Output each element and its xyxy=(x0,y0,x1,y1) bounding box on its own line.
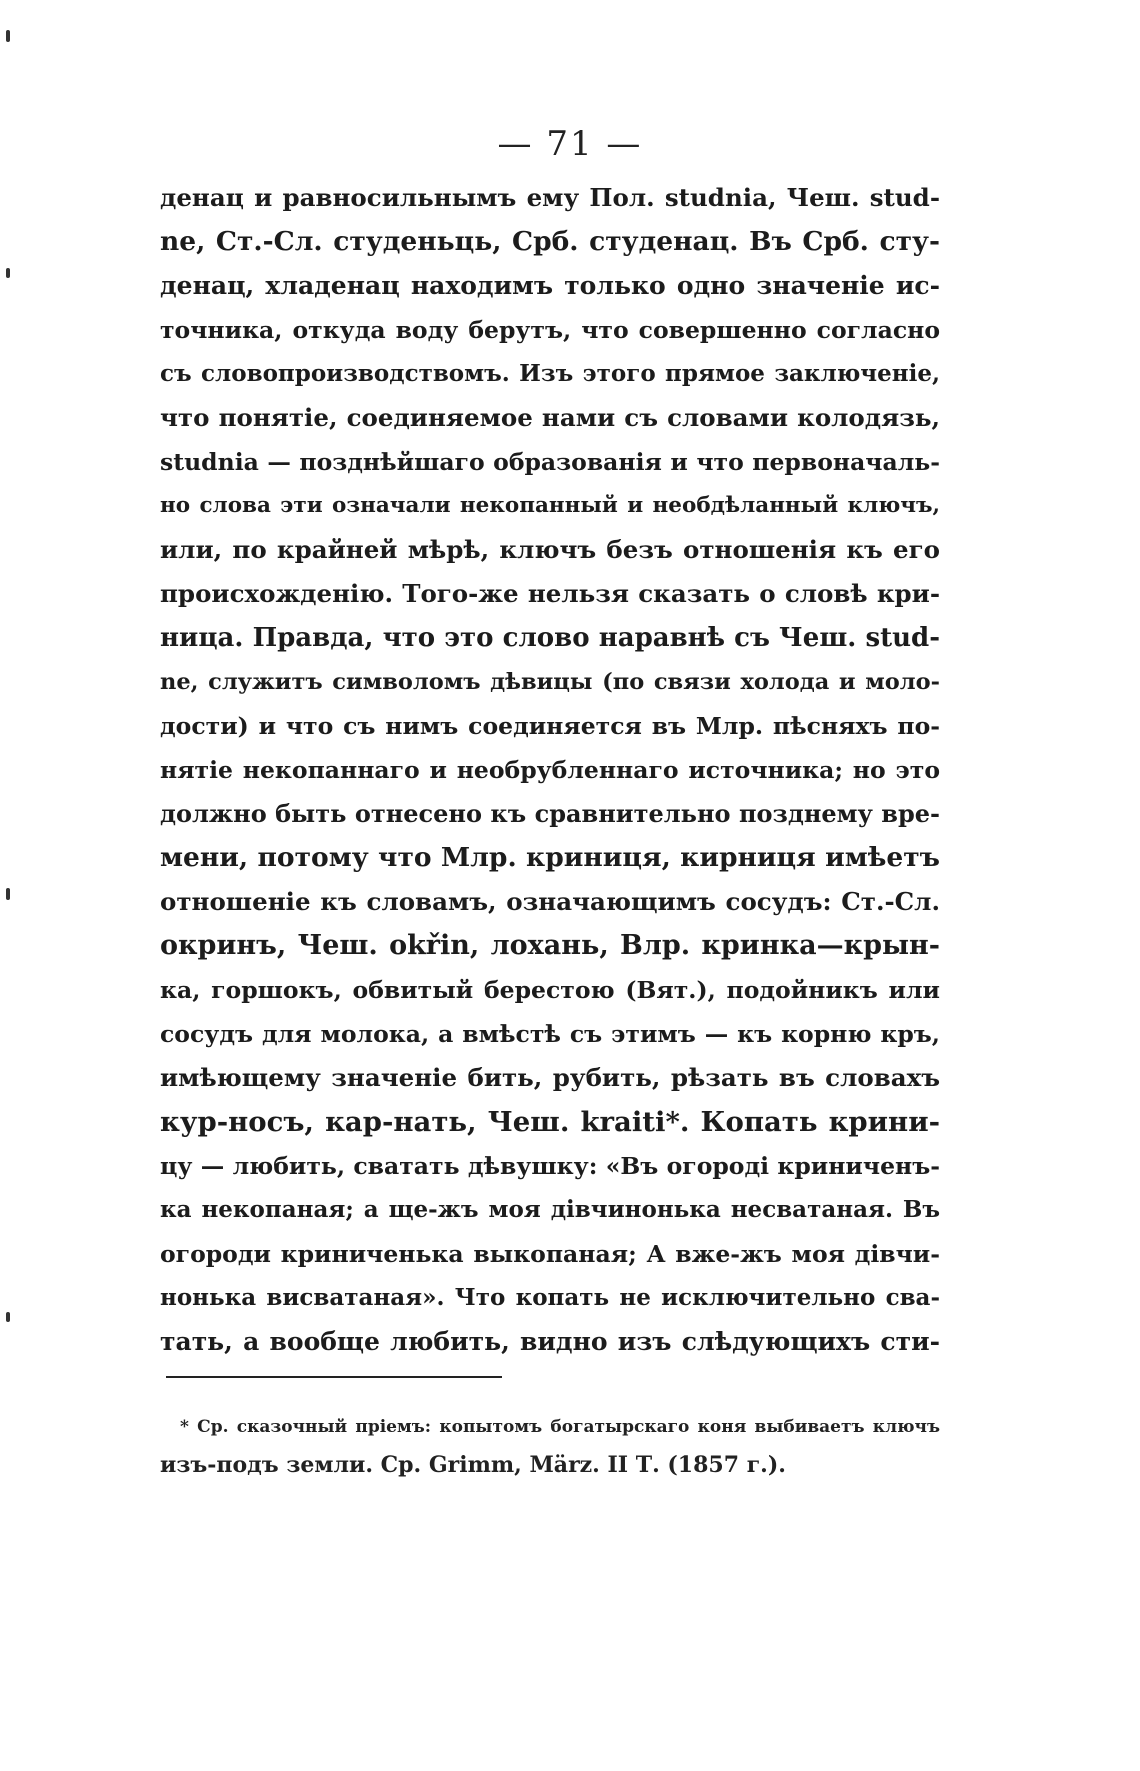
text-line: studnia — позднѣйшаго образованія и что первоначаль- xyxy=(160,448,940,476)
text-line: тать, а вообще любить, видно изъ слѣдующихъ сти- xyxy=(160,1327,940,1356)
text-line: имѣющему значеніе бить, рубить, рѣзать въ словахъ xyxy=(160,1063,940,1092)
text-line: или, по крайней мѣрѣ, ключъ безъ отношенія къ его xyxy=(160,535,940,564)
text-line: точника, откуда воду берутъ, что совершенно согласно xyxy=(160,316,940,344)
text-line: денац и равносильнымъ ему Пол. studnia, Чеш. stud- xyxy=(160,183,940,212)
text-line: цу — любить, сватать дѣвушку: «Въ огороді криниченъ- xyxy=(160,1152,940,1180)
text-line: ка некопаная; а ще-жъ моя дівчинонька несватаная. Въ xyxy=(160,1196,940,1223)
text-line: сосудъ для молока, а вмѣстѣ съ этимъ — къ корню кръ, xyxy=(160,1020,940,1048)
page-number: — 71 — xyxy=(497,124,643,164)
text-line: кур-носъ, кар-нать, Чеш. kraiti*. Копать крини- xyxy=(160,1106,940,1138)
text-line: нонька висватаная». Что копать не исключительно сва- xyxy=(160,1284,940,1311)
text-line: ne, Ст.-Сл. студеньць, Срб. студенац. Въ Срб. сту- xyxy=(160,226,940,257)
margin-mark xyxy=(6,1312,10,1322)
main-text xyxy=(160,176,940,1364)
margin-mark xyxy=(6,30,10,42)
text-line: ница. Правда, что это слово наравнѣ съ Чеш. stud- xyxy=(160,623,940,653)
text-line: ка, горшокъ, обвитый берестою (Вят.), подойникъ или xyxy=(160,976,940,1004)
footnote-divider xyxy=(166,1376,502,1378)
text-line: мени, потому что Млр. криниця, кирниця имѣетъ xyxy=(160,842,940,873)
footnote xyxy=(160,1408,940,1484)
text-line: огороди криниченька выкопаная; А вже-жъ моя дівчи- xyxy=(160,1240,940,1268)
text-line: ne, служитъ символомъ дѣвицы (по связи холода и моло- xyxy=(160,669,940,695)
footnote-line: изъ-подъ земли. Ср. Grimm, März. II Т. (1857 г.). xyxy=(160,1452,786,1478)
text-line: должно быть отнесено къ сравнительно позднему вре- xyxy=(160,799,940,828)
footnote-line: * Ср. сказочный пріемъ: копытомъ богатырскаго коня выбиваетъ ключъ xyxy=(180,1417,940,1437)
text-line: денац, хладенац находимъ только одно значеніе ис- xyxy=(160,271,940,300)
text-line: отношеніе къ словамъ, означающимъ сосудъ: Ст.-Сл. xyxy=(160,887,940,916)
text-line: что понятіе, соединяемое нами съ словами колодязь, xyxy=(160,403,940,432)
text-line: происхожденію. Того-же нельзя сказать о словѣ кри- xyxy=(160,579,940,608)
margin-mark xyxy=(6,268,10,278)
text-line: окринъ, Чеш. okřin, лохань, Влр. кринка—крын- xyxy=(160,930,940,961)
text-line: нятіе некопаннаго и необрубленнаго источника; но это xyxy=(160,756,940,784)
text-line: но слова эти означали некопанный и необдѣланный ключъ, xyxy=(160,493,940,518)
text-line: съ словопроизводствомъ. Изъ этого прямое заключеніе, xyxy=(160,360,940,387)
text-line: дости) и что съ нимъ соединяется въ Млр. пѣсняхъ по- xyxy=(160,712,940,740)
margin-mark xyxy=(6,888,10,900)
